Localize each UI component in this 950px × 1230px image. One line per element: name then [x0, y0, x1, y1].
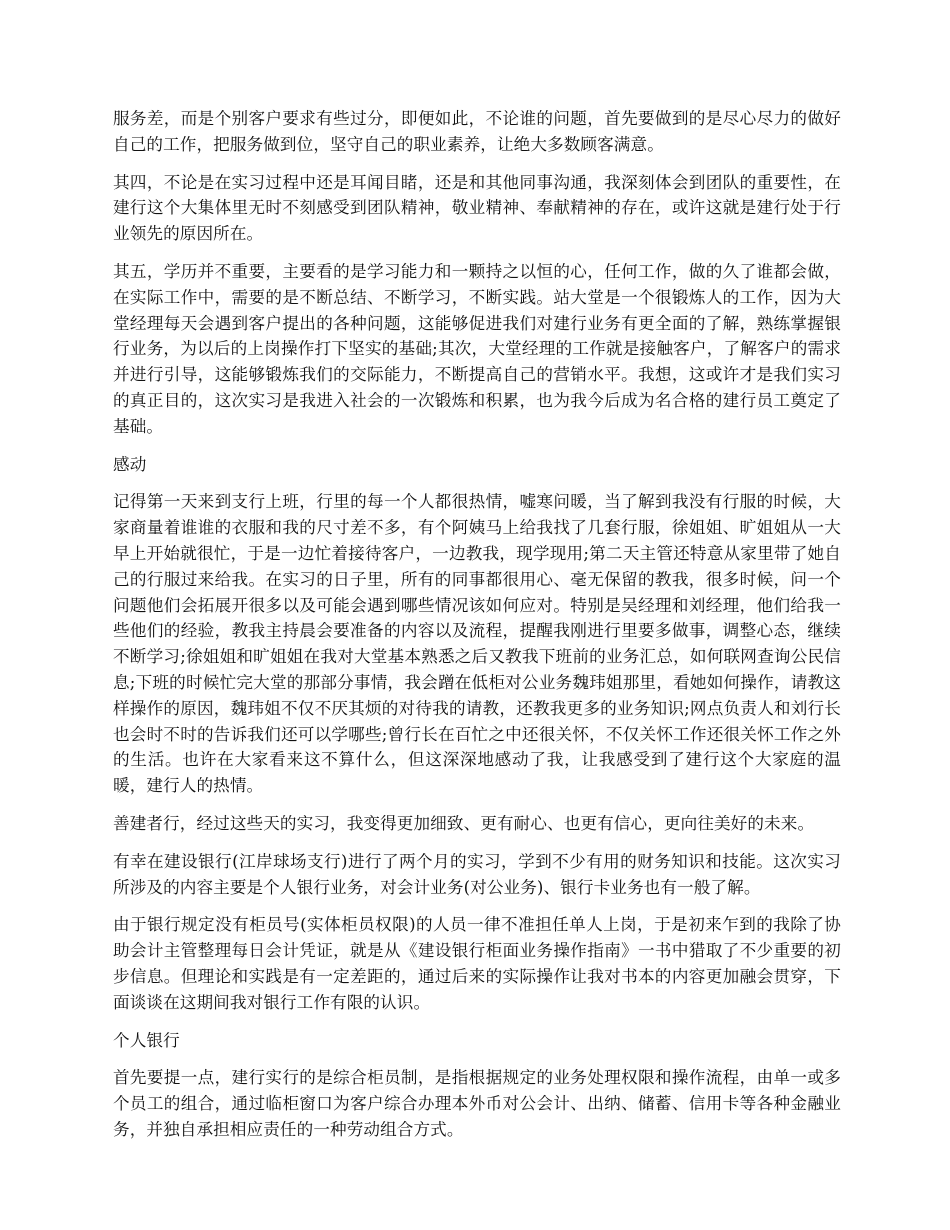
paragraph-internship-summary: 有幸在建设银行(江岸球场支行)进行了两个月的实习，学到不少有用的财务知识和技能。这次实习所涉及的内容主要是个人银行业务，对会计业务(对公业务)、银行卡业务也有一般了解。	[113, 851, 841, 897]
paragraph-growth: 善建者行，经过这些天的实习，我变得更加细致、更有耐心、也更有信心，更向往美好的未来。	[113, 813, 815, 833]
paragraph-teller-rules: 由于银行规定没有柜员号(实体柜员权限)的人员一律不准担任单人上岗，于是初来乍到的我除了协助会计主管整理每日会计凭证，就是从《建设银行柜面业务操作指南》一书中猎取了不少重要的初步信息。但理论和实践是有一定差距的，通过后来的实际操作让我对书本的内容更加融会贯穿，下面谈谈在这期间我对银行工作有限的认识。	[113, 915, 841, 1012]
paragraph-service: 服务差，而是个别客户要求有些过分，即便如此，不论谁的问题，首先要做到的是尽心尽力的做好自己的工作，把服务做到位，坚守自己的职业素养，让绝大多数顾客满意。	[113, 109, 841, 154]
section-heading-personal-banking: 个人银行	[113, 1030, 180, 1050]
paragraph-learning: 其五，学历并不重要，主要看的是学习能力和一颗持之以恒的心，任何工作，做的久了谁都会做，在实际工作中，需要的是不断总结、不断学习，不断实践。站大堂是一个很锻炼人的工作，因为大堂经理每天会遇到客户提出的各种问题，这能够促进我们对建行业务有更全面的了解，熟练掌握银行业务，为以后的上岗操作打下坚实的基础;其次，大堂经理的工作就是接触客户，了解客户的需求并进行引导，这能够锻炼我们的交际能力，不断提高自己的营销水平。我想，这或许才是我们实习的真正目的，这次实习是我进入社会的一次锻炼和积累，也为我今后成为名合格的建行员工奠定了基础。	[113, 261, 841, 436]
paragraph-first-day: 记得第一天来到支行上班，行里的每一个人都很热情，嘘寒问暖，当了解到我没有行服的时候，大家商量着谁谁的衣服和我的尺寸差不多，有个阿姨马上给我找了几套行服，徐姐姐、旷姐姐从一大早上开始就很忙，于是一边忙着接待客户，一边教我，现学现用;第二天主管还特意从家里带了她自己的行服过来给我。在实习的日子里，所有的同事都很用心、毫无保留的教我，很多时候，问一个问题他们会拓展开很多以及可能会遇到哪些情况该如何应对。特别是吴经理和刘经理，他们给我一些他们的经验，教我主持晨会要准备的内容以及流程，提醒我刚进行里要多做事，调整心态，继续不断学习;徐姐姐和旷姐姐在我对大堂基本熟悉之后又教我下班前的业务汇总，如何联网查询公民信息;下班的时候忙完大堂的那部分事情，我会蹭在低柜对公业务魏玮姐那里，看她如何操作，请教这样操作的原因，魏玮姐不仅不厌其烦的对待我的请教，还教我更多的业务知识;网点负责人和刘行长也会时不时的告诉我们还可以学哪些;曾行长在百忙之中还很关怀，不仅关怀工作还很关怀工作之外的生活。也许在大家看来这不算什么，但这深深地感动了我，让我感受到了建行这个大家庭的温暖，建行人的热情。	[113, 492, 841, 796]
section-heading-gandong: 感动	[113, 454, 147, 474]
paragraph-teamwork: 其四，不论是在实习过程中还是耳闻目睹，还是和其他同事沟通，我深刻体会到团队的重要性，在建行这个大集体里无时不刻感受到团队精神，敬业精神、奉献精神的存在，或许这就是建行处于行业领先的原因所在。	[113, 172, 841, 244]
document-page	[113, 106, 841, 1155]
paragraph-integrated-teller: 首先要提一点，建行实行的是综合柜员制，是指根据规定的业务处理权限和操作流程，由单一或多个员工的组合，通过临柜窗口为客户综合办理本外币对公会计、出纳、储蓄、信用卡等各种金融业务，并独自承担相应责任的一种劳动组合方式。	[113, 1068, 841, 1139]
